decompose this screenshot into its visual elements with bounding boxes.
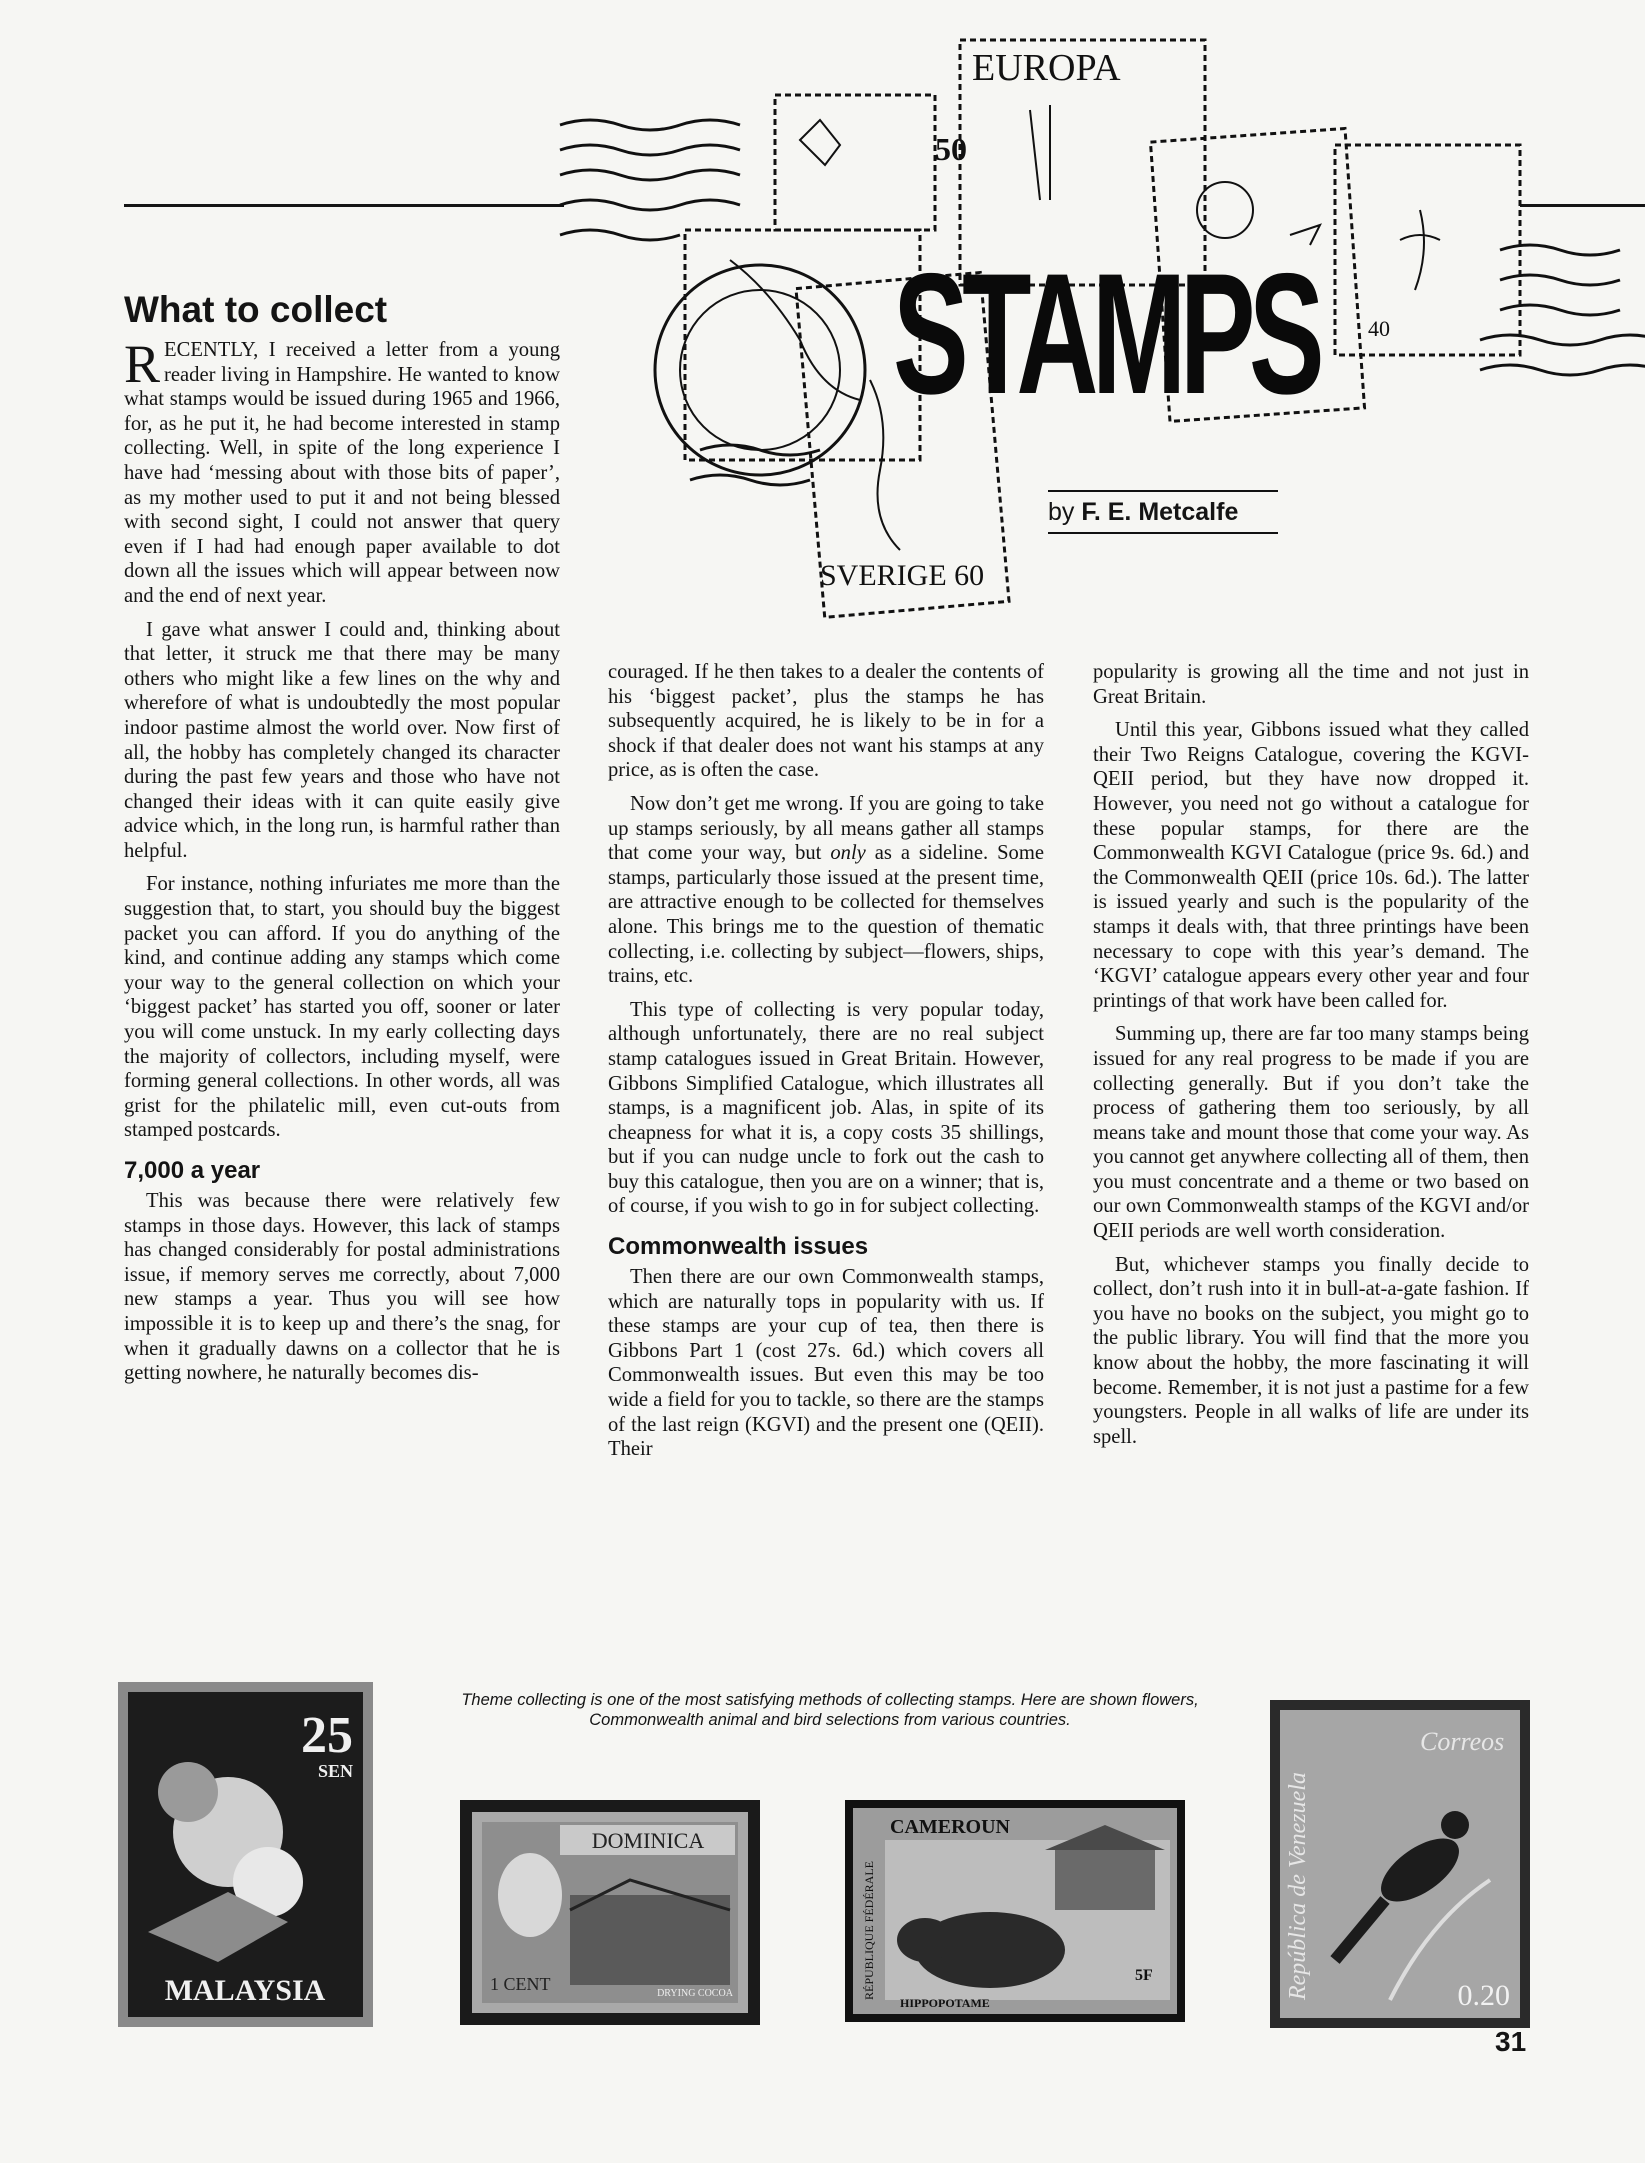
malaysia-country: MALAYSIA [164,1974,326,2007]
paragraph: This type of collecting is very popular today, although unfortunately, there are no real subject stamp catalogues issued in Great Britain. However, Gibbons Simplified Catalogue, which illustrates all stamps, is a magnificent job. Alas, in spite of its cheapness for what it is, a copy costs 35 shillings, but if you can nudge uncle to fork out the cash to buy this catalogue, then you are on a winner; that is, of course, if you wish to go in for subject collecting. [608,998,1044,1218]
malaysia-value: 25 [301,1707,353,1764]
emphasis: only [830,842,866,865]
paragraph: Now don’t get me wrong. If you are going to take up stamps seriously, by all means gather all stamps that come your way, but only as a sideline. Some stamps, particularly those issued at the present time, are attractive enough to be collected for themselves alone. This brings me to the question of thematic collecting, i.e. collecting by subject—flowers, ships, trains, etc. [608,792,1044,988]
cameroun-stamp-photo [845,1800,1185,2022]
paragraph: couraged. If he then takes to a dealer the contents of his ‘biggest packet’, plus the stamps he has subsequently acquired, he is likely to be in for a shock if that dealer does not want his stamps at any price, as is often the case. [608,661,1044,782]
byline-author: F. E. Metcalfe [1081,498,1239,526]
section-heading: What to collect [124,289,388,330]
collage-text-europa: EUROPA [972,47,1121,89]
paragraph: For instance, nothing infuriates me more than the suggestion that, to start, you should buy the biggest packet you can afford. If you do anything of the kind, and continue adding any stamps which come your way to the general collection on which your ‘biggest packet’ has started you off, sooner or later you will come unstuck. In my early collecting days the majority of collectors, including myself, were forming general collections. In other words, all was grist for the philatelic mill, even cut-outs from stamped postcards. [124,873,560,1142]
banner-title: STAMPS [893,238,1319,430]
paragraph: Until this year, Gibbons issued what they called their Two Reigns Catalogue, covering the KGVI-QEII period, but they have now dropped it. However, you need not go without a catalogue for these popular stamps, for there are the Commonwealth KGVI Catalogue (price 9s. 6d.) and the Commonwealth QEII (price 10s. 6d.). The latter is issued yearly and such is the popularity of the stamps it deals with, that three printings have been necessary to cope with this year’s demand. The ‘KGVI’ catalogue appears every other year and four printings of that work have been called for. [1093,719,1529,1012]
paragraph: RECENTLY, I received a letter from a young reader living in Hampshire. He wanted to know what stamps would be issued during 1965 and 1966, for, as he put it, he had become interested in stamp collecting. Well, in spite of the long experience I have had ‘messing about with those bits of paper’, as my mother used to put it and not being blessed with second sight, I could not answer that query even if I had had enough paper available to dot down all the issues which will appear between now and the end of next year. [124,334,560,607]
paragraph: Then there are our own Commonwealth stamps, which are naturally tops in popularity with us. If these stamps are your cup of tea, then there is Gibbons Part 1 (cost 27s. 6d.) which covers all Commonwealth issues. But even this may be too wide a field for you to tackle, so there are the stamps of the last reign (KGVI) and the present one (QEII). Their [608,1266,1044,1461]
paragraph: I gave what answer I could and, thinking about that letter, it struck me that there may be many others who might like a few lines on the why and wherefore of what is undoubtedly the most popular indoor pastime almost the world over. Now first of all, the hobby has completely changed its character during the past few years and those who have not changed their ideas with it can quite easily give advice which, in the long run, is harmful rather than helpful. [124,618,560,862]
malaysia-stamp-photo [118,1682,373,2027]
venezuela-country: República de Venezuela [1285,1772,1311,2000]
dominica-subject: DRYING COCOA [657,1988,733,1999]
collage-stamp-plant [775,95,935,230]
collage-stamp-flower [1335,145,1520,355]
article-column-2 [608,660,1044,1471]
page-number: 31 [1495,2026,1527,2057]
cameroun-side-text: RÉPUBLIQUE FÉDÉRALE [862,1861,876,2000]
dominica-stamp-photo [460,1800,760,2025]
byline-prefix: by [1048,498,1075,526]
malaysia-unit: SEN [317,1761,353,1781]
paragraph: Summing up, there are far too many stamps being issued for any real progress to be made if you are collecting generally. But if you don’t take the process of gathering them too seriously, by all means take and mount those that come your way. As you cannot get anywhere collecting all of them, then you must concentrate and a theme or two based on our own Commonwealth stamps of the KGVI and/or QEII periods are well worth consideration. [1093,1023,1529,1243]
venezuela-word: Correos [1420,1727,1505,1756]
subheading: 7,000 a year [124,1157,261,1184]
byline [1048,490,1278,534]
cameroun-country: CAMEROUN [890,1816,1010,1838]
dominica-country: DOMINICA [591,1828,705,1853]
article-column-3 [1093,660,1529,1458]
subheading: Commonwealth issues [608,1233,869,1261]
cameroun-subject: HIPPOPOTAME [900,1996,990,2010]
paragraph: This was because there were relatively few stamps in those days. However, this lack of stamps has changed considerably for postal administrations issue, if memory serves me correctly, about 7,000 new stamps a year. Thus you will see how impossible it is to keep up and there’s the snag, for when it gradually dawns on a collector that he is getting nowhere, he naturally becomes dis- [124,1190,560,1385]
article-column-1 [124,334,560,1395]
venezuela-stamp-photo [1270,1700,1530,2028]
collage-text-50: 50 [935,131,967,167]
drop-cap: R [124,334,161,394]
venezuela-value: 0.20 [1457,1979,1510,2012]
collage-text-sverige: SVERIGE 60 [820,559,985,592]
collage-text-40: 40 [1368,316,1390,341]
dominica-value: 1 CENT [490,1974,551,1994]
photo-caption: Theme collecting is one of the most satisfying methods of collecting stamps. Here are shown flowers, Commonwealth animal and bird selections from various countries. [461,1691,1199,1729]
paragraph: But, whichever stamps you finally decide to collect, don’t rush into it in bull-at-a-gate fashion. If you have no books on the subject, you might go to the public library. You will find that the more you know about the hobby, the more fascinating it will become. Remember, it is not just a pastime for a few youngsters. People in all walks of life are under its spell. [1093,1253,1529,1448]
cameroun-value: 5F [1135,1967,1153,1984]
paragraph: popularity is growing all the time and not just in Great Britain. [1093,661,1529,708]
